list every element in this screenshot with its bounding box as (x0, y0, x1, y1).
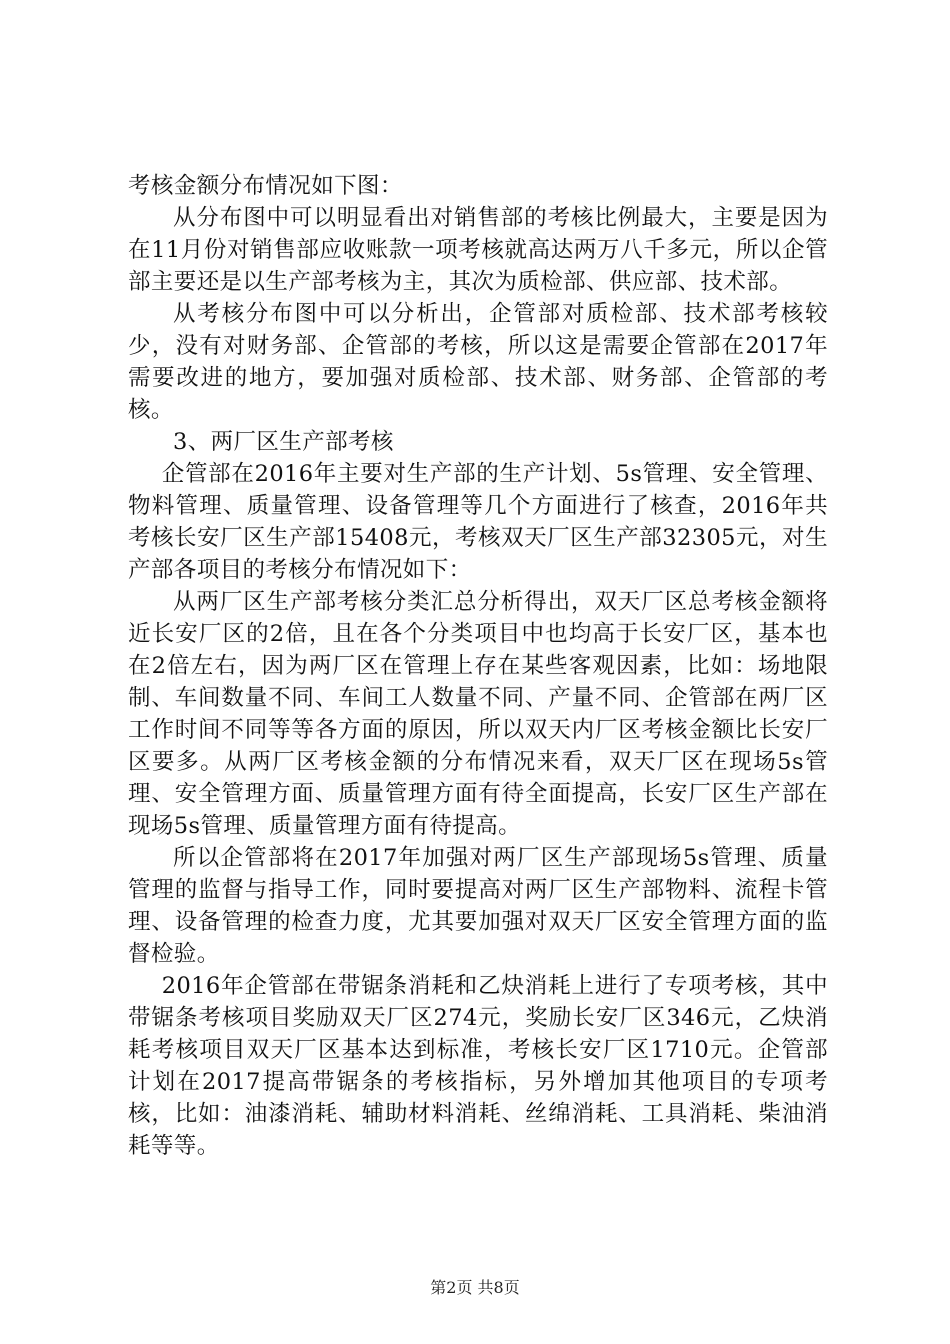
paragraph-department-analysis: 从考核分布图中可以分析出，企管部对质检部、技术部考核较少，没有对财务部、企管部的考核，所以这是需要企管部在2017年需要改进的地方，要加强对质检部、技术部、财务部、企管部的考核。 (128, 301, 828, 423)
paragraph-2017-plan: 所以企管部将在2017年加强对两厂区生产部现场5s管理、质量管理的监督与指导工作，同时要提高对两厂区生产部物料、流程卡管理、设备管理的检查力度，尤其要加强对双天厂区安全管理方面的监督检验。 (128, 845, 828, 967)
paragraph-special-assessment: 2016年企管部在带锯条消耗和乙炔消耗上进行了专项考核，其中带锯条考核项目奖励双天厂区274元，奖励长安厂区346元，乙炔消耗考核项目双天厂区基本达到标准，考核长安厂区1710元。企管部计划在2017提高带锯条的考核指标，另外增加其他项目的专项考核，比如：油漆消耗、辅助材料消耗、丝绵消耗、工具消耗、柴油消耗等等。 (128, 973, 828, 1159)
paragraph-production-review: 企管部在2016年主要对生产部的生产计划、5s管理、安全管理、物料管理、质量管理、设备管理等几个方面进行了核查，2016年共考核长安厂区生产部15408元，考核双天厂区生产部32305元，对生产部各项目的考核分布情况如下： (128, 461, 828, 583)
paragraph-sales-analysis: 从分布图中可以明显看出对销售部的考核比例最大，主要是因为在11月份对销售部应收账款一项考核就高达两万八千多元，所以企管部主要还是以生产部考核为主，其次为质检部、供应部、技术部。 (128, 205, 828, 295)
page-footer: 第2页 共8页 (430, 1278, 520, 1297)
document-body (128, 170, 828, 1162)
paragraph-plant-comparison: 从两厂区生产部考核分类汇总分析得出，双天厂区总考核金额将近长安厂区的2倍，且在各个分类项目中也均高于长安厂区，基本也在2倍左右，因为两厂区在管理上存在某些客观因素，比如：场地限制、车间数量不同、车间工人数量不同、产量不同、企管部在两厂区工作时间不同等等各方面的原因，所以双天内厂区考核金额比长安厂区要多。从两厂区考核金额的分布情况来看，双天厂区在现场5s管理、安全管理方面、质量管理方面有待全面提高，长安厂区生产部在现场5s管理、质量管理方面有待提高。 (128, 589, 828, 839)
paragraph-distribution-intro: 考核金额分布情况如下图： (128, 173, 403, 199)
section-heading-production: 3、两厂区生产部考核 (173, 429, 394, 455)
